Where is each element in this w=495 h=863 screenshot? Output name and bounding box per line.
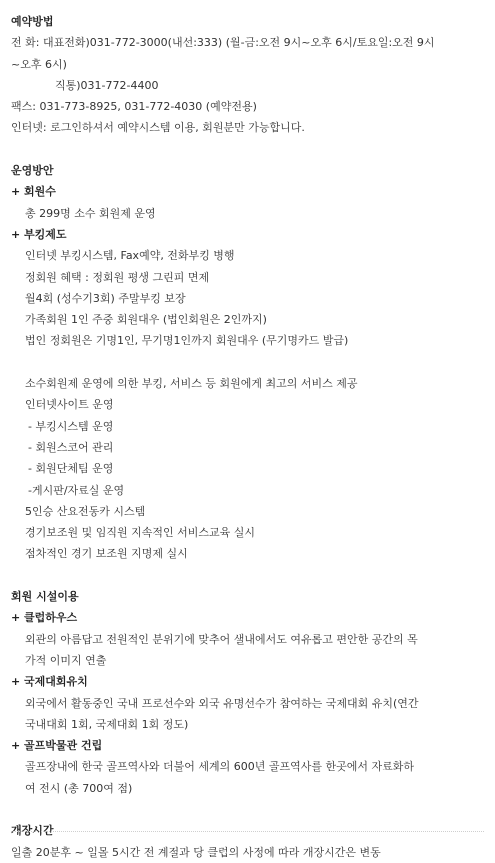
reservation-phone-cont: ~오후 6시) [11, 57, 67, 71]
site-item: - 부킹시스템 운영 [28, 419, 114, 433]
service-intro: 소수회원제 운영에 의한 부킹, 서비스 등 회원에게 최고의 서비스 제공 [25, 377, 358, 391]
clubhouse-text: 외관의 아름답고 전원적인 분위기에 맞추어 샐내에서도 여유롭고 편안한 공간의 목 [25, 632, 418, 646]
booking-item: 법인 정회원은 기명1인, 무기명1인까지 회원대우 (무기명카드 발급) [25, 334, 349, 348]
clubhouse-heading: + 클럽하우스 [11, 611, 78, 625]
site-item: - 회원단체팀 운영 [28, 462, 114, 476]
reservation-phone: 전 화: 대표전화)031-772-3000(내선:333) (월-금:오전 9시~오후 6시/토요일:오전 9시 [11, 36, 435, 50]
museum-text: 골프장내에 한국 골프역사와 더불어 세계의 600년 골프역사를 한곳에서 자료화하 [25, 760, 414, 774]
facilities-title: 회원 시설이용 [11, 590, 79, 604]
site-item: - 회원스코어 관리 [28, 440, 114, 454]
booking-item: 월4회 (성수기3회) 주말부킹 보장 [25, 291, 186, 305]
booking-item: 인터넷 부킹시스템, Fax예약, 전화부킹 병행 [25, 249, 235, 263]
hours-text: 일출 20분후 ~ 일몰 5시간 전 계절과 당 클럽의 사정에 따라 개장시간은 변동 [11, 845, 381, 859]
extra-item: 경기보조원 및 임직원 지속적인 서비스교육 실시 [25, 526, 256, 540]
museum-heading: + 골프박물관 건립 [11, 739, 103, 753]
extra-item: 점차적인 경기 보조원 지명제 실시 [25, 547, 188, 561]
extra-item: 5인승 산요전동카 시스템 [25, 504, 146, 518]
tournament-heading: + 국제대회유치 [11, 675, 88, 689]
tournament-text-cont: 국내대회 1회, 국제대회 1회 정도) [25, 717, 189, 731]
spacer [11, 352, 484, 373]
reservation-direct-line: 직통)031-772-4400 [55, 78, 159, 92]
booking-heading: + 부킹제도 [11, 227, 67, 241]
spacer [11, 139, 484, 160]
booking-item: 정회원 혜택 : 정회원 평생 그린피 면제 [25, 270, 210, 284]
clubhouse-text-cont: 가적 이미지 연출 [25, 653, 107, 667]
members-text: 총 299명 소수 회원제 운영 [25, 206, 156, 220]
members-heading: + 회원수 [11, 185, 56, 199]
hours-title: 개장시간 [11, 824, 54, 838]
operation-title: 운영방안 [11, 164, 54, 178]
spacer [11, 565, 484, 586]
reservation-fax: 팩스: 031-773-8925, 031-772-4030 (예약전용) [11, 100, 257, 114]
site-item: -게시판/자료실 운영 [28, 483, 125, 497]
bottom-divider [11, 831, 484, 832]
booking-item: 가족회원 1인 주중 회원대우 (법인회원은 2인까지) [25, 313, 267, 327]
spacer [11, 799, 484, 820]
site-heading: 인터넷사이트 운영 [25, 398, 114, 412]
museum-text-cont: 여 전시 (총 700여 점) [25, 781, 133, 795]
tournament-text: 외국에서 활동중인 국내 프로선수와 외국 유명선수가 참여하는 국제대회 유치(연간 [25, 696, 419, 710]
reservation-internet: 인터넷: 로그인하셔서 예약시스템 이용, 회원분만 가능합니다. [11, 121, 305, 135]
reservation-title: 예약방법 [11, 15, 54, 28]
